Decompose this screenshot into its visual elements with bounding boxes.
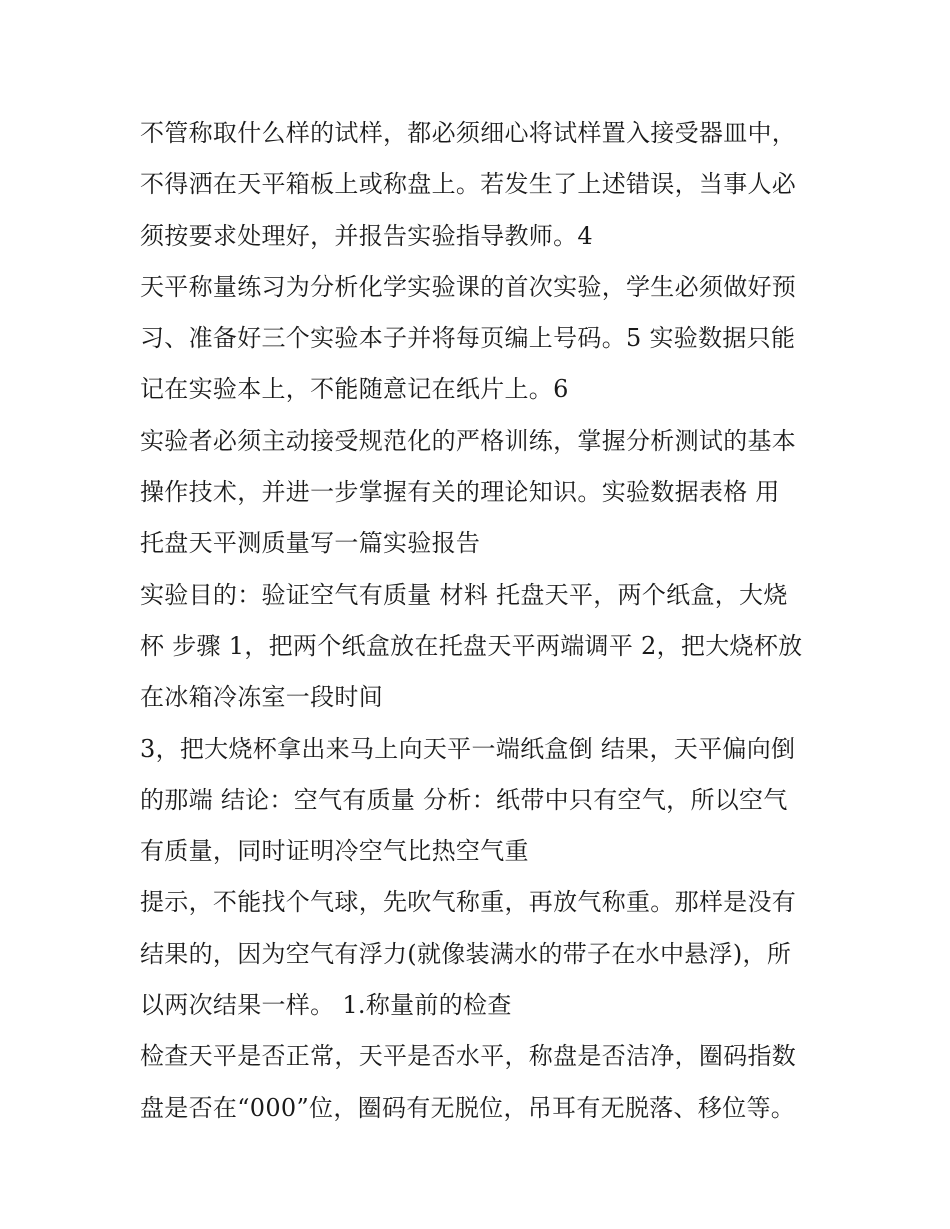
- text-line: 3，把大烧杯拿出来马上向天平一端纸盒倒 结果，天平偏向倒: [140, 734, 796, 763]
- text-line: 不得洒在天平箱板上或称盘上。若发生了上述错误，当事人必: [140, 170, 797, 199]
- text-line: 实验目的：验证空气有质量 材料 托盘天平，两个纸盒，大烧: [140, 580, 788, 609]
- text-line: 的那端 结论：空气有质量 分析：纸带中只有空气，所以空气: [140, 785, 788, 814]
- text-line: 托盘天平测质量写一篇实验报告: [140, 529, 481, 558]
- text-line: 杯 步骤 1，把两个纸盒放在托盘天平两端调平 2，把大烧杯放: [140, 631, 803, 660]
- text-line: 须按要求处理好，并报告实验指导教师。4: [140, 221, 593, 250]
- text-line: 以两次结果一样。 1.称量前的检查: [140, 991, 512, 1020]
- text-line: 结果的，因为空气有浮力(就像装满水的带子在水中悬浮)，所: [140, 939, 792, 968]
- text-line: 检查天平是否正常，天平是否水平，称盘是否洁净，圈码指数: [140, 1042, 797, 1071]
- text-line: 提示，不能找个气球，先吹气称重，再放气称重。那样是没有: [140, 888, 797, 917]
- text-line: 在冰箱冷冻室一段时间: [140, 683, 383, 712]
- text-line: 有质量，同时证明冷空气比热空气重: [140, 837, 529, 866]
- text-line: 实验者必须主动接受规范化的严格训练，掌握分析测试的基本: [140, 426, 797, 455]
- text-line: 天平称量练习为分析化学实验课的首次实验，学生必须做好预: [140, 272, 797, 301]
- body-text: [140, 108, 830, 1134]
- text-line: 盘是否在“000”位，圈码有无脱位，吊耳有无脱落、移位等。: [140, 1093, 796, 1122]
- text-line: 习、准备好三个实验本子并将每页编上号码。5 实验数据只能: [140, 324, 796, 353]
- text-line: 操作技术，并进一步掌握有关的理论知识。实验数据表格 用: [140, 478, 780, 507]
- text-line: 不管称取什么样的试样，都必须细心将试样置入接受器皿中，: [140, 119, 797, 147]
- text-line: 记在实验本上，不能随意记在纸片上。6: [140, 375, 569, 404]
